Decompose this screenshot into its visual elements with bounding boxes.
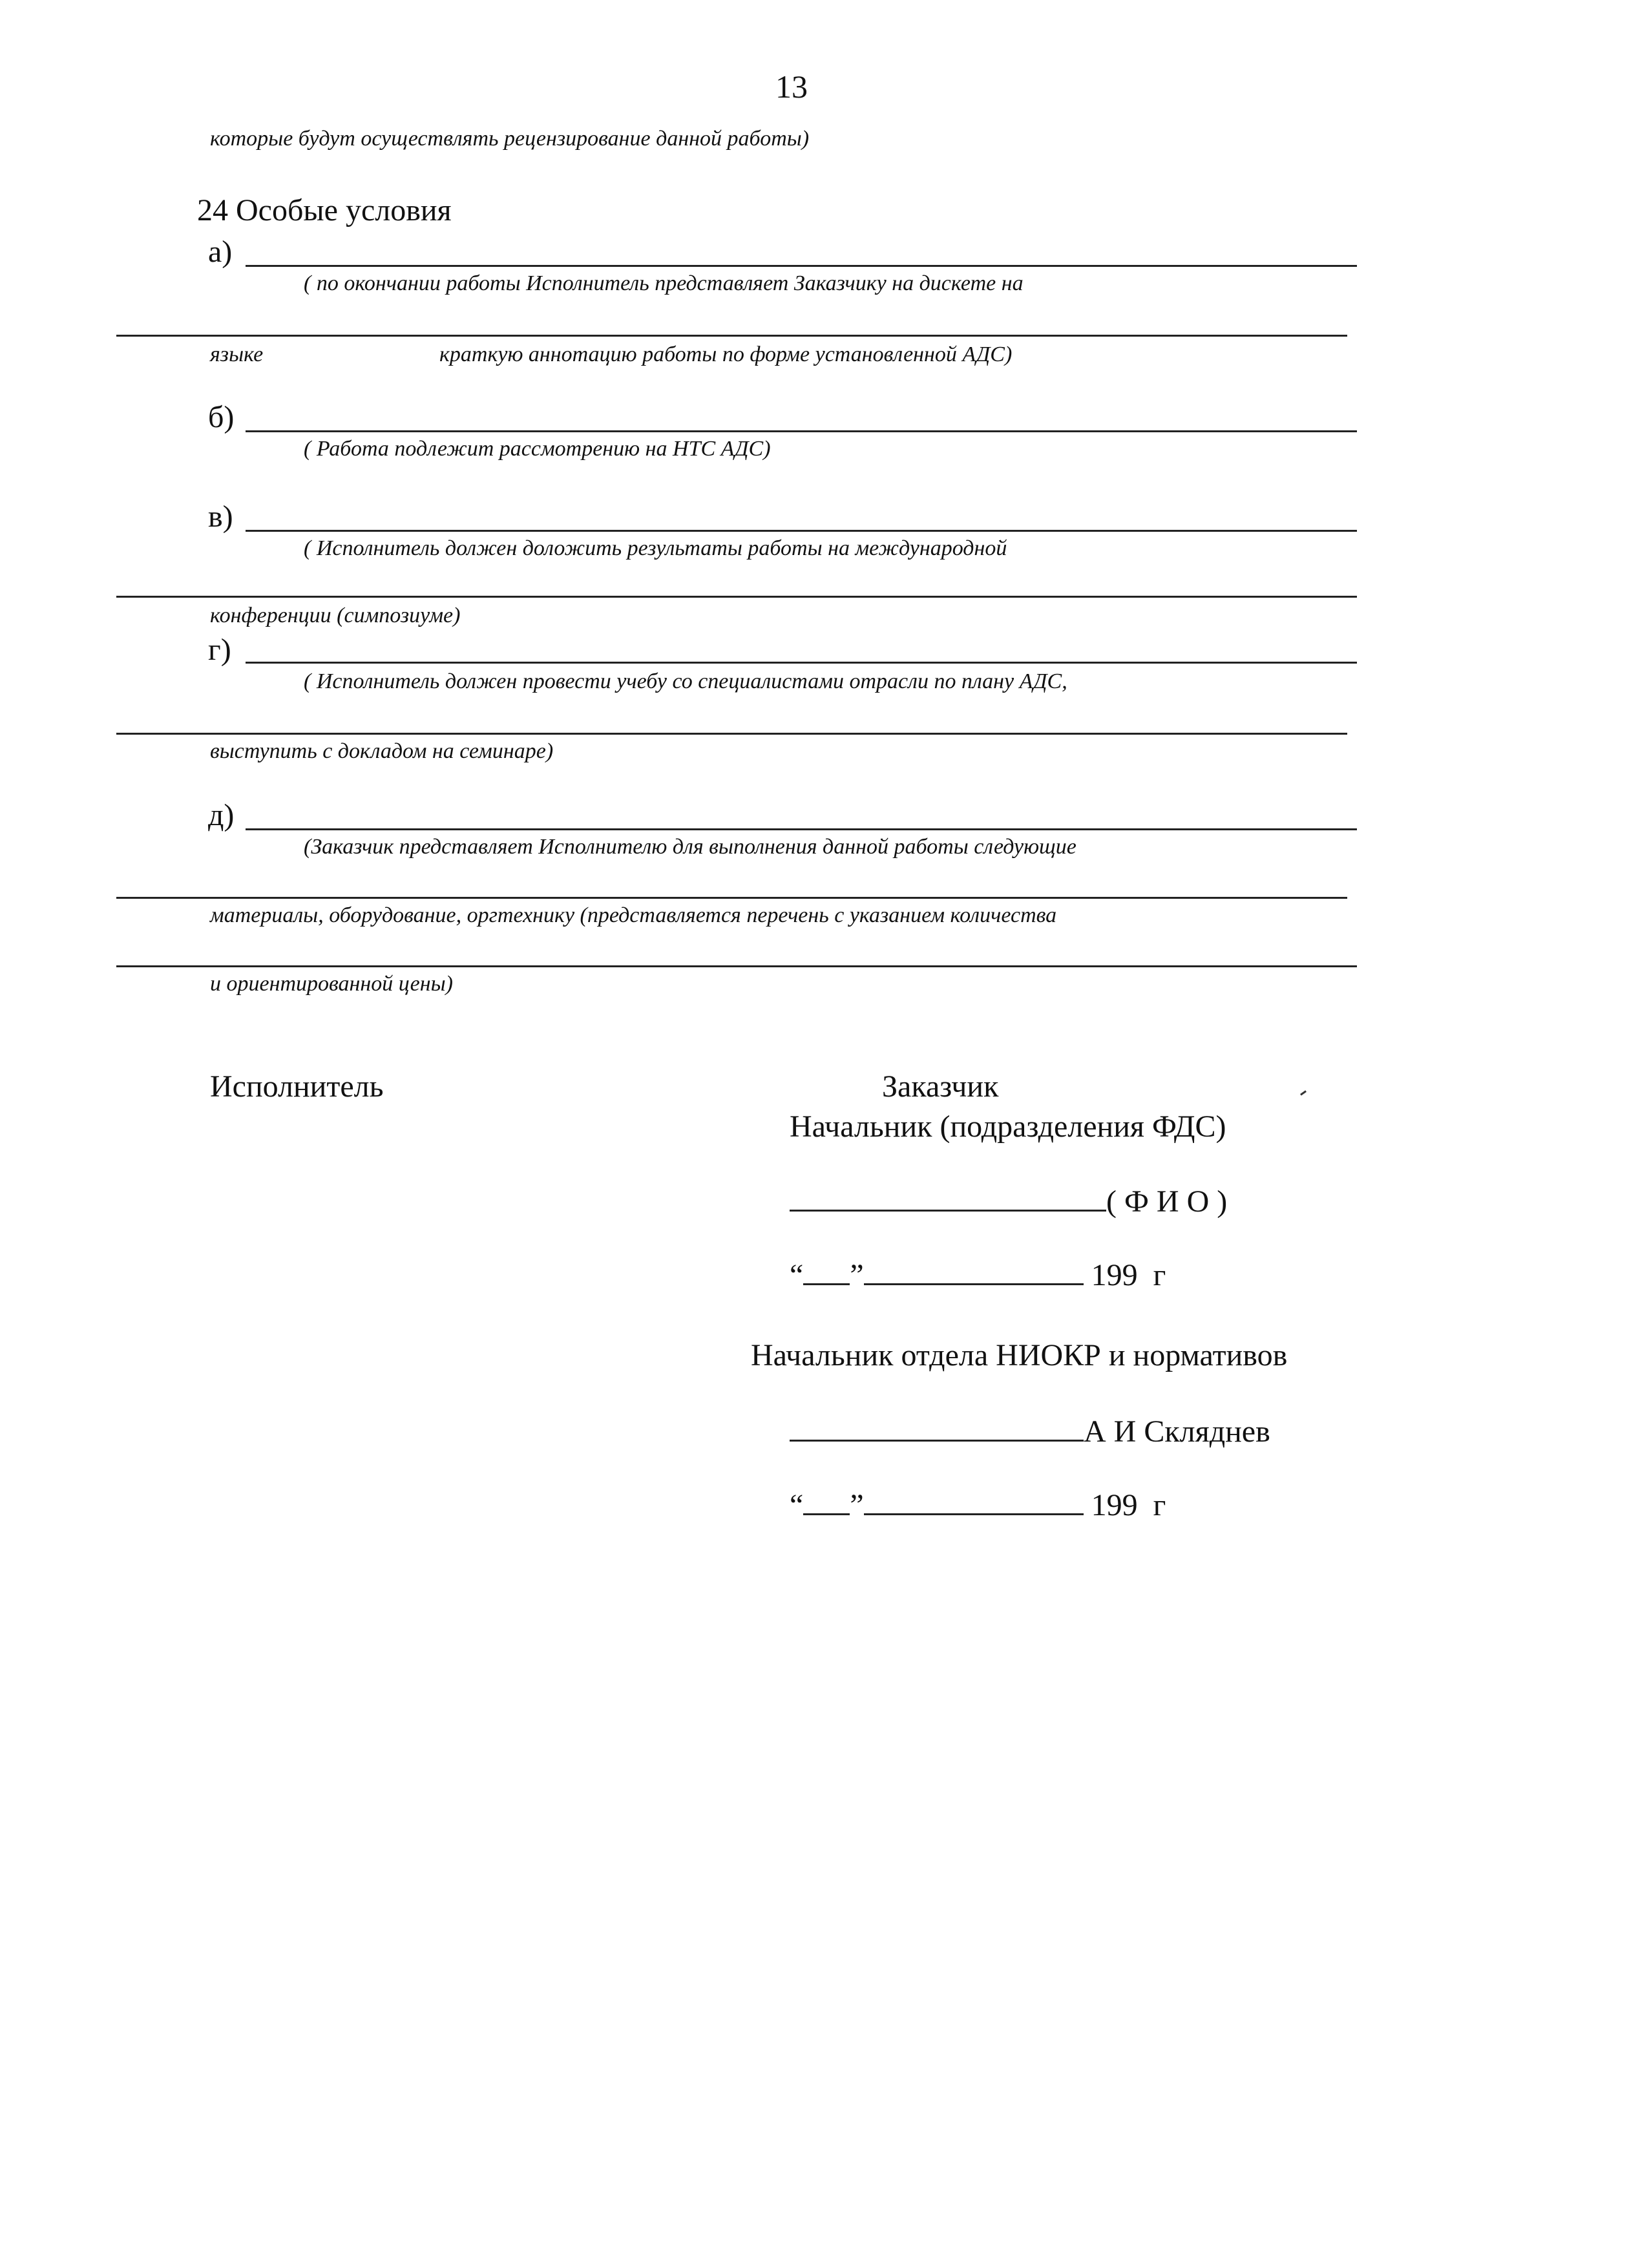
item-a-note-2b: краткую аннотацию работы по форме установленной АДС) <box>439 342 1013 366</box>
tick-mark <box>1300 1090 1307 1095</box>
section-heading <box>197 193 452 228</box>
item-d-line <box>246 828 1357 830</box>
item-v-line-2 <box>116 596 1357 598</box>
chief-date-quote-open: “ <box>790 1258 804 1292</box>
item-g-label: г) <box>208 633 231 667</box>
item-g-note-1: ( Исполнитель должен провести учебу со специалистами отрасли по плану АДС, <box>304 669 1067 693</box>
dept-head-date-year-suffix: г <box>1153 1488 1166 1522</box>
chief-signature-line <box>790 1182 1106 1212</box>
chief-date-quote-close: ” <box>850 1258 864 1292</box>
item-v-note-2: конференции (симпозиуме) <box>210 604 461 627</box>
dept-head-date-quote-close: ” <box>850 1488 864 1522</box>
item-a-note-1: ( по окончании работы Исполнитель представляет Заказчику на дискете на <box>304 271 1024 295</box>
item-a-note-2a: языке <box>210 342 264 366</box>
dept-head-signature-line <box>790 1412 1084 1442</box>
item-v-note-1: ( Исполнитель должен доложить результаты работы на международной <box>304 536 1007 560</box>
chief-date-month-line <box>864 1257 1084 1285</box>
chief-date-year-suffix: г <box>1153 1258 1166 1292</box>
item-d-note-1: (Заказчик представляет Исполнителю для выполнения данной работы следующие <box>304 835 1077 859</box>
page-number: 13 <box>775 68 808 105</box>
chief-fio: ( Ф И О ) <box>1106 1184 1228 1219</box>
chief-signature-row <box>790 1182 1227 1219</box>
dept-head-signature-row <box>790 1412 1270 1449</box>
executor-label: Исполнитель <box>210 1069 384 1104</box>
item-a-line <box>246 265 1357 267</box>
item-a-line-2 <box>116 335 1347 337</box>
customer-label: Заказчик <box>882 1069 999 1104</box>
item-v-line <box>246 530 1357 532</box>
item-d-note-3: и ориентированной цены) <box>210 972 453 996</box>
chief-date-day-line <box>803 1257 850 1285</box>
item-b-note-1: ( Работа подлежит рассмотрению на НТС АДС) <box>304 437 771 461</box>
intro-note: которые будут осуществлять рецензирование данной работы) <box>210 127 810 151</box>
item-v-label: в) <box>208 499 233 534</box>
dept-head-date-day-line <box>803 1487 850 1515</box>
item-a-label: а) <box>208 235 233 269</box>
item-b-label: б) <box>208 400 235 434</box>
item-d-line-2 <box>116 897 1347 899</box>
item-b-line <box>246 430 1357 432</box>
section-title: Особые условия <box>236 193 452 227</box>
item-d-line-3 <box>116 965 1357 967</box>
section-number: 24 <box>197 193 228 227</box>
chief-title: Начальник (подразделения ФДС) <box>790 1109 1226 1144</box>
item-g-line-2 <box>116 733 1347 735</box>
dept-head-date-year: 199 <box>1091 1488 1138 1522</box>
item-d-note-2: материалы, оборудование, оргтехнику (представляется перечень с указанием количества <box>210 903 1057 927</box>
dept-head-date-quote-open: “ <box>790 1488 804 1522</box>
chief-date-year: 199 <box>1091 1258 1138 1292</box>
dept-head-title: Начальник отдела НИОКР и нормативов <box>751 1338 1288 1372</box>
item-g-line <box>246 662 1357 664</box>
item-g-note-2: выступить с докладом на семинаре) <box>210 739 554 763</box>
dept-head-name: А И Скляднев <box>1084 1414 1270 1449</box>
dept-head-date-month-line <box>864 1487 1084 1515</box>
dept-head-date-row <box>790 1487 1166 1523</box>
item-d-label: д) <box>208 798 235 832</box>
chief-date-row <box>790 1257 1166 1293</box>
